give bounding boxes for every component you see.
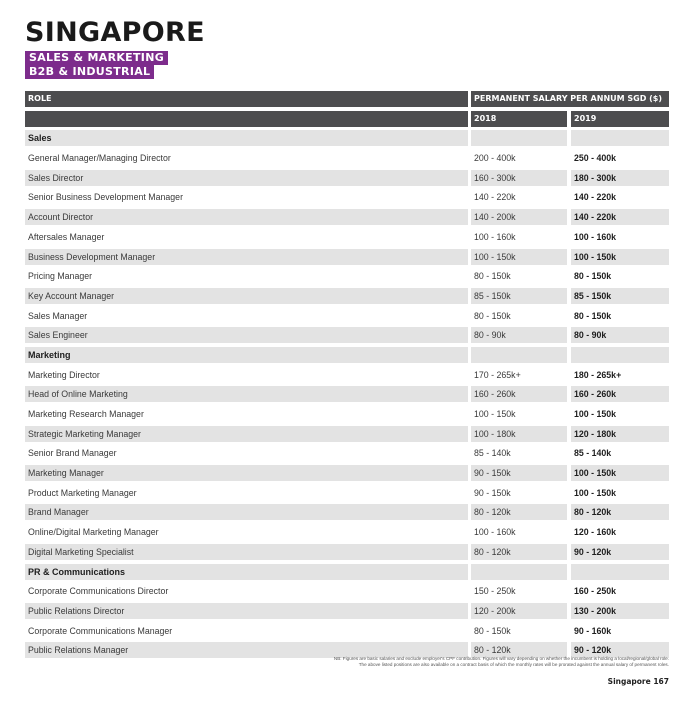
salary-2019-cell: 80 - 120k [571,504,669,520]
salary-2018-cell: 170 - 265k+ [471,367,567,383]
salary-2018-cell: 140 - 220k [471,189,567,205]
section-label: Marketing [25,347,468,363]
table-row [25,170,669,186]
table-row [25,150,669,166]
salary-2019-cell: 120 - 180k [571,426,669,442]
table-row [25,386,669,402]
table-row [25,603,669,619]
role-cell: General Manager/Managing Director [25,150,468,166]
salary-2019-cell: 160 - 250k [571,583,669,599]
salary-2018-cell: 80 - 90k [471,327,567,343]
table-row [25,288,669,304]
column-header-2019: 2019 [571,111,669,127]
section-label: PR & Communications [25,564,468,580]
table-row [25,209,669,225]
role-cell: Digital Marketing Specialist [25,544,468,560]
salary-2018-cell: 80 - 150k [471,623,567,639]
salary-2019-cell: 160 - 260k [571,386,669,402]
role-cell: Marketing Research Manager [25,406,468,422]
category-tag-sales-marketing: SALES & MARKETING [25,51,168,65]
salary-2018-cell: 160 - 300k [471,170,567,186]
table-section-row [25,347,669,363]
salary-2018-cell: 100 - 160k [471,229,567,245]
salary-2018-cell: 80 - 120k [471,544,567,560]
salary-2018-cell: 80 - 120k [471,642,567,658]
salary-2019-cell: 90 - 120k [571,544,669,560]
salary-2018-cell: 100 - 150k [471,406,567,422]
role-cell: Strategic Marketing Manager [25,426,468,442]
table-row [25,623,669,639]
column-subheader-blank [25,111,468,127]
table-row [25,367,669,383]
role-cell: Pricing Manager [25,268,468,284]
salary-2019-cell: 80 - 90k [571,327,669,343]
salary-2019-cell: 80 - 150k [571,308,669,324]
salary-2018-cell: 85 - 150k [471,288,567,304]
salary-2019-cell: 100 - 150k [571,406,669,422]
salary-2018-cell: 200 - 400k [471,150,567,166]
table-row [25,426,669,442]
role-cell: Product Marketing Manager [25,485,468,501]
section-blank-2019 [571,347,669,363]
footnote [109,656,669,668]
section-blank-2018 [471,347,567,363]
role-cell: Sales Engineer [25,327,468,343]
role-cell: Brand Manager [25,504,468,520]
page-footer: Singapore 167 [607,677,669,686]
table-row [25,229,669,245]
footnote-line-2: The above listed positions are also available on a contract basis of which the monthly rates will be prorated against the annual salary of permanent roles. [358,662,669,667]
table-row [25,189,669,205]
role-cell: Sales Director [25,170,468,186]
role-cell: Sales Manager [25,308,468,324]
table-row [25,524,669,540]
salary-2019-cell: 85 - 150k [571,288,669,304]
table-body [25,130,669,658]
salary-2018-cell: 85 - 140k [471,445,567,461]
role-cell: Account Director [25,209,468,225]
salary-2019-cell: 250 - 400k [571,150,669,166]
table-header-row [25,91,669,107]
role-cell: Head of Online Marketing [25,386,468,402]
salary-2018-cell: 90 - 150k [471,485,567,501]
table-row [25,504,669,520]
role-cell: Corporate Communications Director [25,583,468,599]
role-cell: Marketing Manager [25,465,468,481]
table-row [25,485,669,501]
section-blank-2018 [471,564,567,580]
section-blank-2019 [571,130,669,146]
role-cell: Key Account Manager [25,288,468,304]
salary-2019-cell: 100 - 160k [571,229,669,245]
column-header-salary: PERMANENT SALARY PER ANNUM SGD ($) [471,91,669,107]
salary-2018-cell: 100 - 160k [471,524,567,540]
salary-2018-cell: 150 - 250k [471,583,567,599]
column-header-2018: 2018 [471,111,567,127]
table-row [25,327,669,343]
table-section-row [25,564,669,580]
salary-2018-cell: 100 - 150k [471,249,567,265]
role-cell: Public Relations Manager [25,642,468,658]
table-row [25,249,669,265]
salary-2019-cell: 100 - 150k [571,465,669,481]
table-row [25,268,669,284]
salary-2019-cell: 140 - 220k [571,209,669,225]
salary-2019-cell: 140 - 220k [571,189,669,205]
table-row [25,583,669,599]
table-row [25,465,669,481]
salary-2019-cell: 85 - 140k [571,445,669,461]
salary-2019-cell: 90 - 160k [571,623,669,639]
role-cell: Marketing Director [25,367,468,383]
table-row [25,544,669,560]
salary-2019-cell: 100 - 150k [571,485,669,501]
salary-2018-cell: 120 - 200k [471,603,567,619]
salary-2019-cell: 130 - 200k [571,603,669,619]
table-row [25,406,669,422]
salary-2018-cell: 100 - 180k [471,426,567,442]
category-tag-b2b-industrial: B2B & INDUSTRIAL [25,65,154,79]
salary-2018-cell: 80 - 150k [471,308,567,324]
section-blank-2019 [571,564,669,580]
salary-2018-cell: 160 - 260k [471,386,567,402]
salary-2018-cell: 140 - 200k [471,209,567,225]
role-cell: Business Development Manager [25,249,468,265]
salary-2018-cell: 80 - 120k [471,504,567,520]
table-subheader-row [25,111,669,127]
role-cell: Corporate Communications Manager [25,623,468,639]
salary-table [25,91,669,662]
salary-2019-cell: 120 - 160k [571,524,669,540]
page-title: SINGAPORE [25,17,205,48]
role-cell: Aftersales Manager [25,229,468,245]
section-label: Sales [25,130,468,146]
salary-2019-cell: 180 - 300k [571,170,669,186]
salary-2019-cell: 90 - 120k [571,642,669,658]
role-cell: Senior Business Development Manager [25,189,468,205]
role-cell: Public Relations Director [25,603,468,619]
salary-2019-cell: 180 - 265k+ [571,367,669,383]
role-cell: Senior Brand Manager [25,445,468,461]
table-row [25,445,669,461]
salary-2019-cell: 80 - 150k [571,268,669,284]
footnote-line-1: NB: Figures are basic salaries and exclude employer's CPF contribution. Figures will vary depending on whether the incumbent is holding a local/regional/global role. [333,656,669,661]
role-cell: Online/Digital Marketing Manager [25,524,468,540]
salary-2018-cell: 80 - 150k [471,268,567,284]
salary-2018-cell: 90 - 150k [471,465,567,481]
table-row [25,308,669,324]
salary-2019-cell: 100 - 150k [571,249,669,265]
column-header-role: ROLE [25,91,468,107]
table-section-row [25,130,669,146]
section-blank-2018 [471,130,567,146]
